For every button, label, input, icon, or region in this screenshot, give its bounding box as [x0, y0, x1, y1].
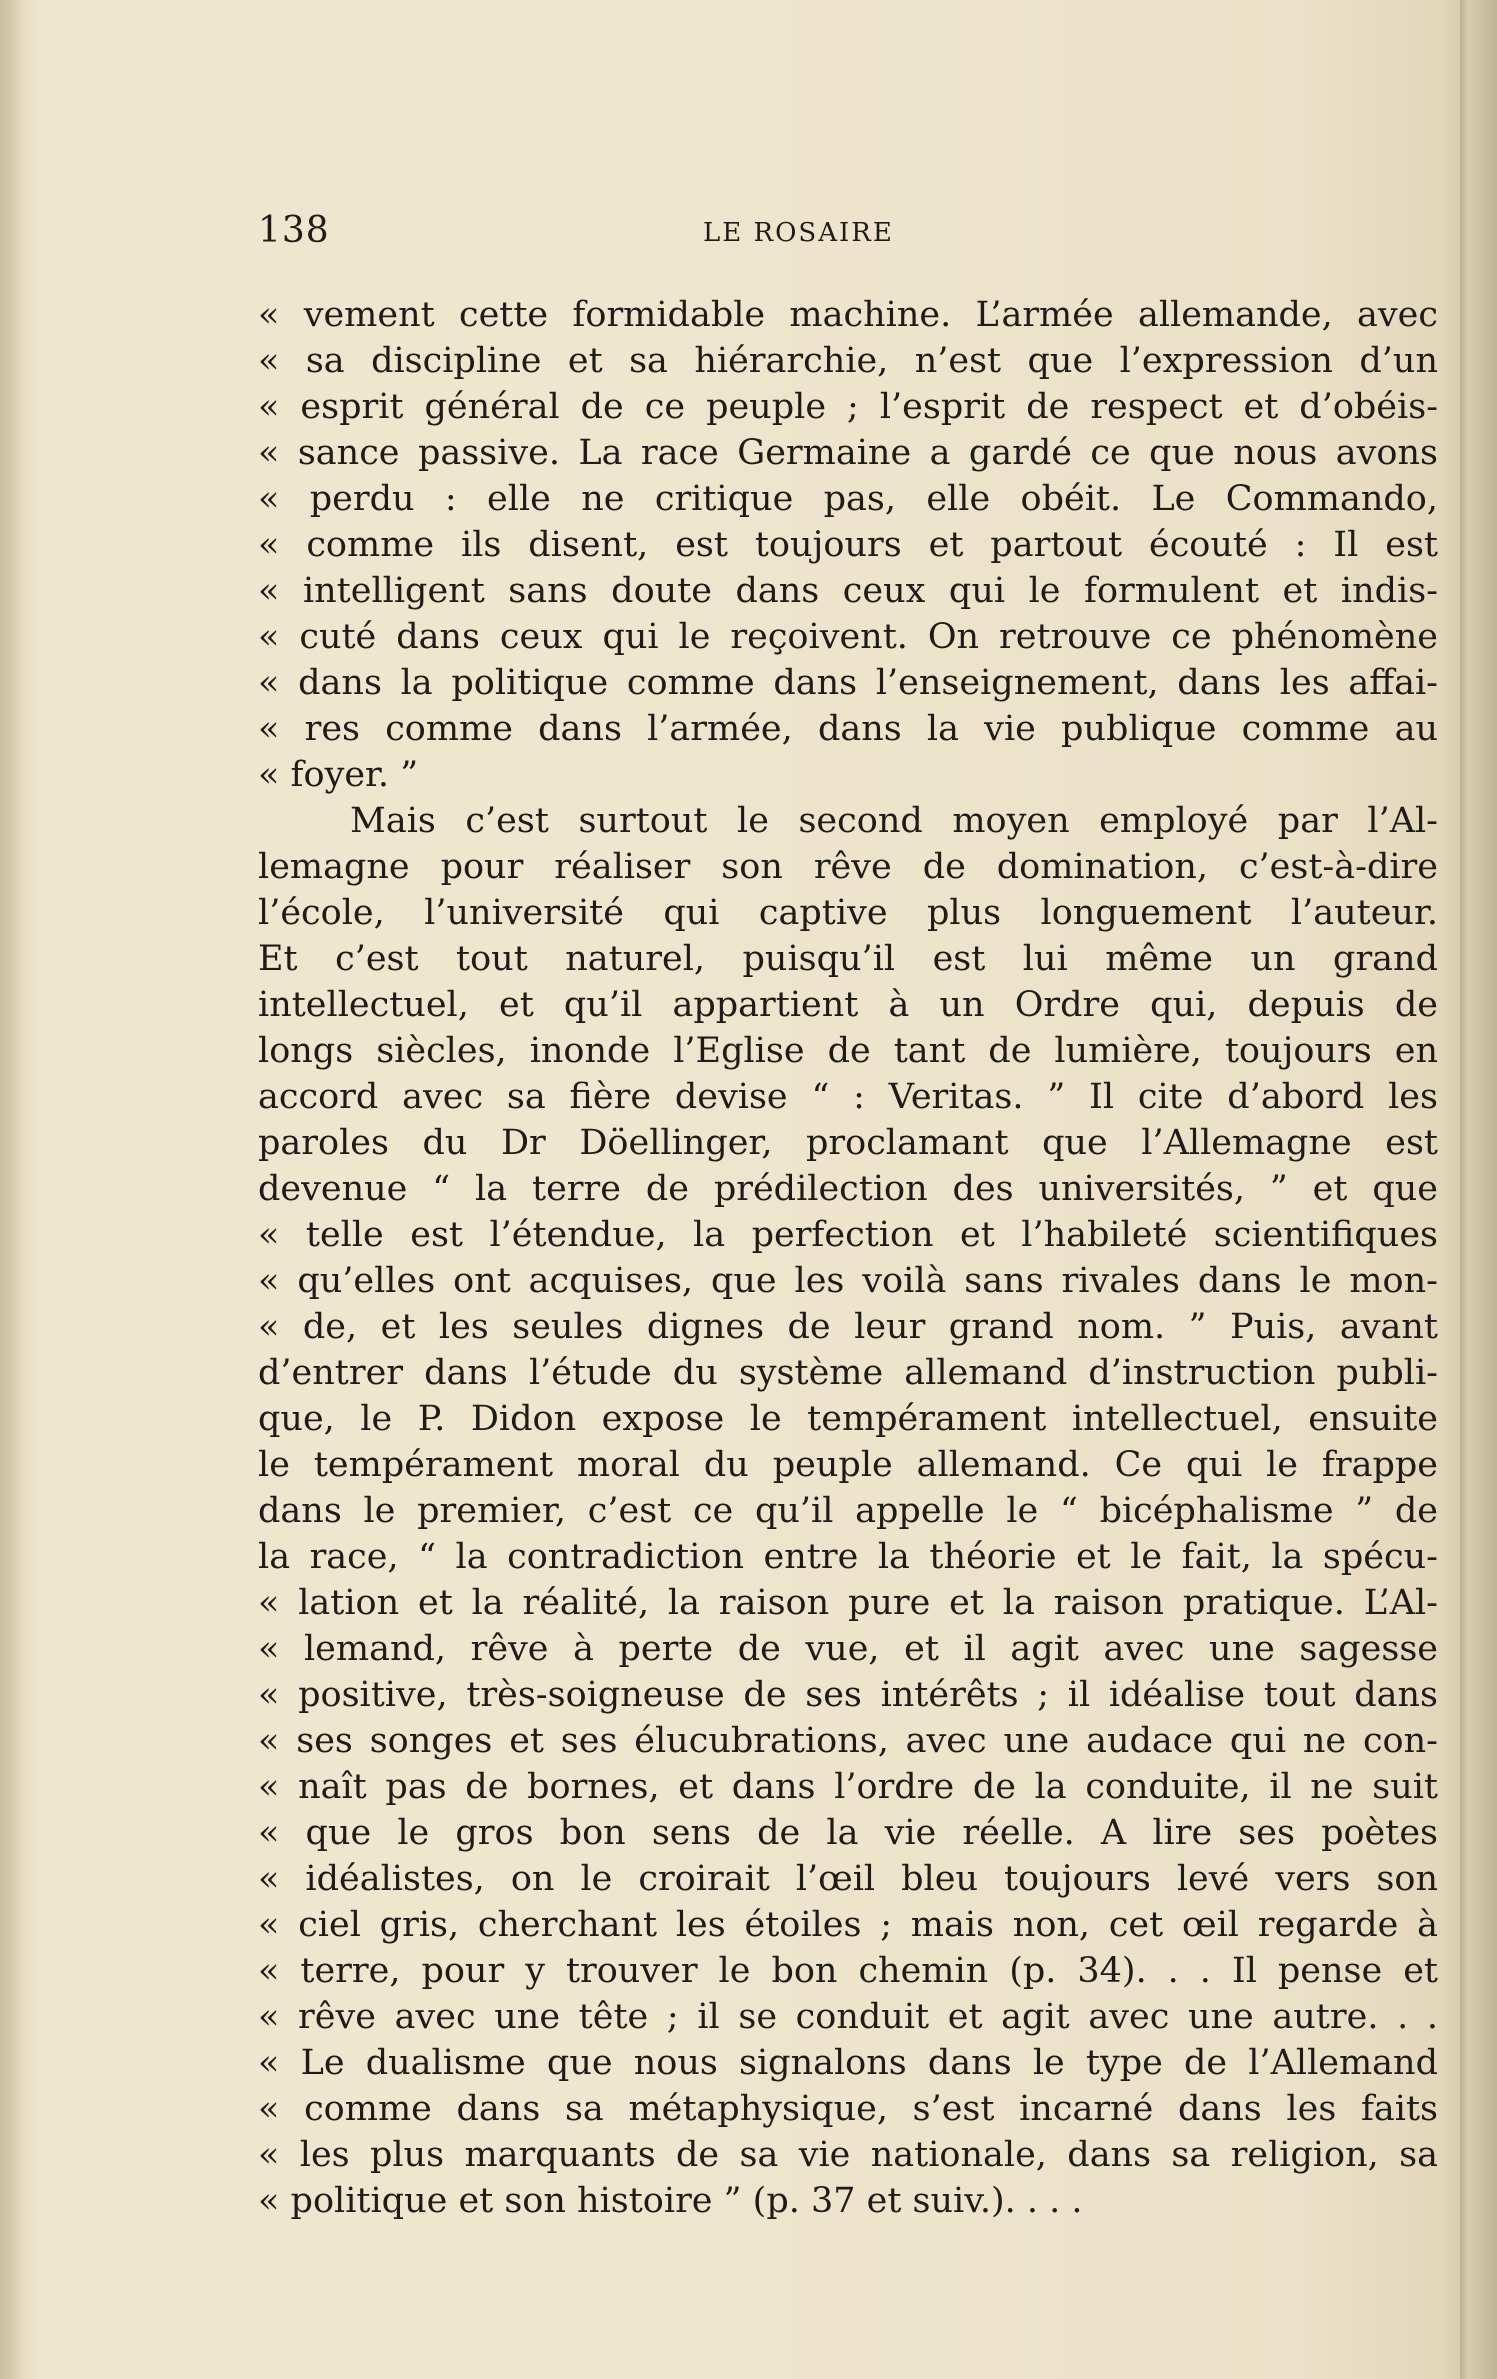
text-line: « terre, pour y trouver le bon chemin (p. 34). . . Il pense et [258, 1951, 1438, 1991]
text-line: « les plus marquants de sa vie nationale, dans sa religion, sa [258, 2135, 1438, 2175]
text-line: « lemand, rêve à perte de vue, et il agit avec une sagesse [258, 1629, 1438, 1669]
text-line: « Le dualisme que nous signalons dans le type de l’Allemand [258, 2043, 1438, 2083]
text-line: « ses songes et ses élucubrations, avec une audace qui ne con- [258, 1721, 1438, 1761]
text-line: « perdu : elle ne critique pas, elle obéit. Le Commando, [258, 479, 1438, 519]
text-line: d’entrer dans l’étude du système allemand d’instruction publi- [258, 1353, 1438, 1393]
text-line: paroles du Dr Döellinger, proclamant que l’Allemagne est [258, 1123, 1438, 1163]
text-line: « que le gros bon sens de la vie réelle. A lire ses poètes [258, 1813, 1438, 1853]
text-line: « politique et son histoire ” (p. 37 et suiv.). . . . [258, 2181, 1083, 2221]
body-text [258, 292, 1438, 2224]
paragraph-first-line: Mais c’est surtout le second moyen employé par l’Al- [350, 801, 1438, 841]
text-line: « lation et la réalité, la raison pure et la raison pratique. L’Al- [258, 1583, 1438, 1623]
text-line: « naît pas de bornes, et dans l’ordre de la conduite, il ne suit [258, 1767, 1438, 1807]
text-line: longs siècles, inonde l’Eglise de tant de lumière, toujours en [258, 1031, 1438, 1071]
text-line: accord avec sa fière devise “ : Veritas. ” Il cite d’abord les [258, 1077, 1438, 1117]
text-line: « sa discipline et sa hiérarchie, n’est que l’expression d’un [258, 341, 1438, 381]
running-title: LE ROSAIRE [703, 218, 894, 248]
text-line: « res comme dans l’armée, dans la vie publique comme au [258, 709, 1438, 749]
text-line: l’école, l’université qui captive plus longuement l’auteur. [258, 893, 1438, 933]
text-line: « dans la politique comme dans l’enseignement, dans les affai- [258, 663, 1438, 703]
page-gutter-shadow [0, 0, 24, 2379]
text-line: « positive, très-soigneuse de ses intérêts ; il idéalise tout dans [258, 1675, 1438, 1715]
text-line: « rêve avec une tête ; il se conduit et agit avec une autre. . . [258, 1997, 1438, 2037]
text-line: la race, “ la contradiction entre la théorie et le fait, la spécu- [258, 1537, 1438, 1577]
text-line: Et c’est tout naturel, puisqu’il est lui même un grand [258, 939, 1438, 979]
text-line: « esprit général de ce peuple ; l’esprit de respect et d’obéis- [258, 387, 1438, 427]
text-line: « ciel gris, cherchant les étoiles ; mais non, cet œil regarde à [258, 1905, 1438, 1945]
text-line: « qu’elles ont acquises, que les voilà sans rivales dans le mon- [258, 1261, 1438, 1301]
text-line: « de, et les seules dignes de leur grand nom. ” Puis, avant [258, 1307, 1438, 1347]
text-line: devenue “ la terre de prédilection des universités, ” et que [258, 1169, 1438, 1209]
text-line: « sance passive. La race Germaine a gardé ce que nous avons [258, 433, 1438, 473]
text-line: « cuté dans ceux qui le reçoivent. On retrouve ce phénomène [258, 617, 1438, 657]
page-header [258, 210, 1438, 260]
text-line: dans le premier, c’est ce qu’il appelle le “ bicéphalisme ” de [258, 1491, 1438, 1531]
text-line: lemagne pour réaliser son rêve de domination, c’est-à-dire [258, 847, 1438, 887]
text-line: que, le P. Didon expose le tempérament intellectuel, ensuite [258, 1399, 1438, 1439]
text-line: « vement cette formidable machine. L’armée allemande, avec [258, 295, 1438, 335]
text-line: le tempérament moral du peuple allemand. Ce qui le frappe [258, 1445, 1438, 1485]
text-line: « telle est l’étendue, la perfection et l’habileté scientifiques [258, 1215, 1438, 1255]
text-line: « comme ils disent, est toujours et partout écouté : Il est [258, 525, 1438, 565]
page-number: 138 [258, 210, 330, 251]
text-line: intellectuel, et qu’il appartient à un Ordre qui, depuis de [258, 985, 1438, 1025]
page-edge [1460, 0, 1497, 2379]
text-line: « comme dans sa métaphysique, s’est incarné dans les faits [258, 2089, 1438, 2129]
text-line: « idéalistes, on le croirait l’œil bleu toujours levé vers son [258, 1859, 1438, 1899]
text-line: « foyer. ” [258, 755, 419, 795]
text-line: « intelligent sans doute dans ceux qui le formulent et indis- [258, 571, 1438, 611]
